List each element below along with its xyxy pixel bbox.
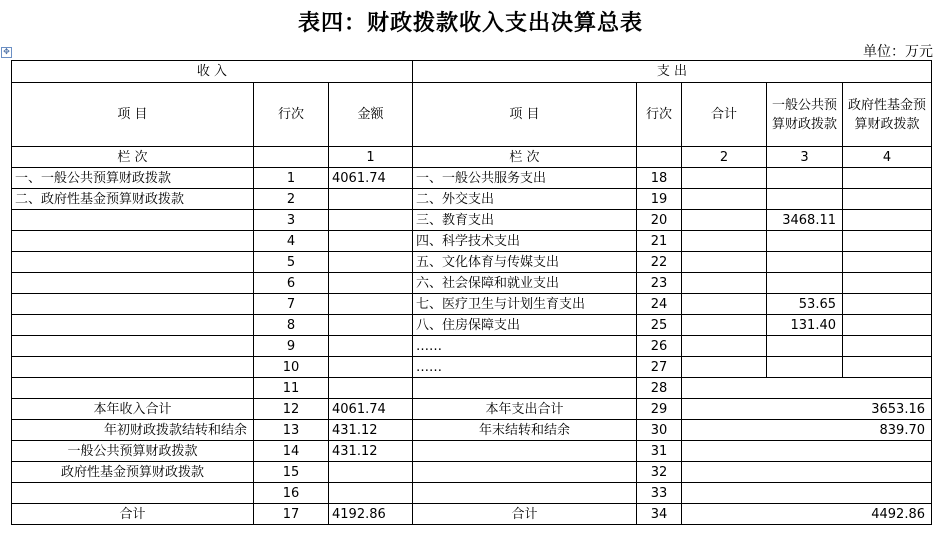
expense-item-cell[interactable]	[413, 441, 637, 462]
general-budget-cell[interactable]	[767, 336, 843, 357]
general-budget-header: 一般公共预算财政拨款	[767, 83, 843, 147]
begin-fund-amount[interactable]	[329, 462, 413, 483]
grand-total-row	[12, 504, 932, 525]
expense-item-cell[interactable]: ……	[413, 336, 637, 357]
general-budget-cell[interactable]	[767, 273, 843, 294]
expense-total-cell[interactable]	[682, 168, 767, 189]
expense-line-no: 31	[637, 441, 682, 462]
income-total-line-no: 12	[254, 399, 329, 420]
expense-item-cell[interactable]	[413, 462, 637, 483]
expense-grand-total-line-no: 34	[637, 504, 682, 525]
general-budget-cell[interactable]	[767, 231, 843, 252]
table-row	[12, 357, 932, 378]
begin-balance-line-no: 13	[254, 420, 329, 441]
income-item-cell[interactable]: 一、一般公共预算财政拨款	[12, 168, 254, 189]
income-amount-cell[interactable]	[329, 315, 413, 336]
income-line-no: 11	[254, 378, 329, 399]
expense-amount-merged-cell[interactable]	[682, 378, 932, 399]
begin-general-line-no: 14	[254, 441, 329, 462]
general-budget-cell[interactable]	[767, 357, 843, 378]
income-total-amount[interactable]: 4061.74	[329, 399, 413, 420]
income-line-no: 7	[254, 294, 329, 315]
carryover-general-row	[12, 441, 932, 462]
income-amount-cell[interactable]	[329, 252, 413, 273]
gov-fund-cell[interactable]	[843, 336, 932, 357]
income-item-cell[interactable]	[12, 336, 254, 357]
general-budget-column-number: 3	[767, 147, 843, 168]
section-header-row	[12, 61, 932, 83]
column-header-row	[12, 83, 932, 147]
expense-total-cell[interactable]	[682, 336, 767, 357]
gov-fund-cell[interactable]	[843, 210, 932, 231]
expense-line-no: 26	[637, 336, 682, 357]
gov-fund-header: 政府性基金预算财政拨款	[843, 83, 932, 147]
expense-total-column-number: 2	[682, 147, 767, 168]
income-total-row	[12, 399, 932, 420]
income-grand-total-label: 合计	[12, 504, 254, 525]
expense-grand-total-amount[interactable]: 4492.86	[682, 504, 932, 525]
end-balance-line-no: 30	[637, 420, 682, 441]
general-budget-cell[interactable]: 53.65	[767, 294, 843, 315]
carryover-row	[12, 420, 932, 441]
income-line-no: 5	[254, 252, 329, 273]
income-item-cell[interactable]	[12, 252, 254, 273]
expense-item-header: 项 目	[413, 83, 637, 147]
income-line-no: 1	[254, 168, 329, 189]
expense-line-no: 18	[637, 168, 682, 189]
table-row	[12, 294, 932, 315]
expense-line-no: 25	[637, 315, 682, 336]
expense-item-cell[interactable]: 四、科学技术支出	[413, 231, 637, 252]
income-grand-total-amount[interactable]: 4192.86	[329, 504, 413, 525]
expense-line-no: 33	[637, 483, 682, 504]
income-amount-cell[interactable]	[329, 294, 413, 315]
expense-total-amount[interactable]: 3653.16	[682, 399, 932, 420]
income-line-no-header: 行次	[254, 83, 329, 147]
unit-label: 单位：万元	[863, 44, 933, 60]
end-balance-label: 年末结转和结余	[413, 420, 637, 441]
expense-amount-merged-cell[interactable]	[682, 483, 932, 504]
expense-total-cell[interactable]	[682, 231, 767, 252]
income-amount-header: 金额	[329, 83, 413, 147]
expense-line-no: 32	[637, 462, 682, 483]
expense-line-no: 28	[637, 378, 682, 399]
income-item-cell[interactable]	[12, 210, 254, 231]
gov-fund-cell[interactable]	[843, 231, 932, 252]
expense-line-no: 24	[637, 294, 682, 315]
income-line-no: 8	[254, 315, 329, 336]
expense-line-no: 22	[637, 252, 682, 273]
income-item-cell[interactable]	[12, 273, 254, 294]
expense-amount-merged-cell[interactable]	[682, 441, 932, 462]
expense-item-cell[interactable]: 一、一般公共服务支出	[413, 168, 637, 189]
gov-fund-cell[interactable]	[843, 273, 932, 294]
income-amount-cell[interactable]	[329, 210, 413, 231]
table-row	[12, 483, 932, 504]
expense-section-header: 支 出	[413, 61, 932, 83]
carryover-fund-row	[12, 462, 932, 483]
income-line-no: 6	[254, 273, 329, 294]
income-item-cell[interactable]	[12, 231, 254, 252]
income-item-cell[interactable]	[12, 315, 254, 336]
expense-grand-total-label: 合计	[413, 504, 637, 525]
income-line-no: 16	[254, 483, 329, 504]
expense-total-cell[interactable]	[682, 273, 767, 294]
income-amount-cell[interactable]	[329, 189, 413, 210]
gov-fund-cell[interactable]	[843, 357, 932, 378]
expense-item-cell[interactable]: ……	[413, 357, 637, 378]
expense-total-cell[interactable]	[682, 189, 767, 210]
income-line-no: 4	[254, 231, 329, 252]
income-item-cell[interactable]	[12, 294, 254, 315]
general-budget-cell[interactable]	[767, 252, 843, 273]
income-item-cell[interactable]	[12, 378, 254, 399]
income-line-no: 9	[254, 336, 329, 357]
expense-line-no: 20	[637, 210, 682, 231]
expense-item-cell[interactable]: 三、教育支出	[413, 210, 637, 231]
general-budget-cell[interactable]: 131.40	[767, 315, 843, 336]
expense-total-cell[interactable]	[682, 210, 767, 231]
expense-item-cell[interactable]	[413, 378, 637, 399]
general-budget-cell[interactable]: 3468.11	[767, 210, 843, 231]
income-line-no: 2	[254, 189, 329, 210]
begin-balance-amount[interactable]: 431.12	[329, 420, 413, 441]
begin-fund-label: 政府性基金预算财政拨款	[12, 462, 254, 483]
expense-total-cell[interactable]	[682, 294, 767, 315]
begin-fund-line-no: 15	[254, 462, 329, 483]
page-title: 表四：财政拨款收入支出决算总表	[297, 11, 643, 36]
expense-item-cell[interactable]: 五、文化体育与传媒支出	[413, 252, 637, 273]
table-move-handle-icon[interactable]: ✥	[1, 47, 12, 58]
table-row	[12, 252, 932, 273]
begin-general-label: 一般公共预算财政拨款	[12, 441, 254, 462]
gov-fund-cell[interactable]	[843, 189, 932, 210]
gov-fund-cell[interactable]	[843, 252, 932, 273]
expense-line-no: 23	[637, 273, 682, 294]
expense-column-empty	[637, 147, 682, 168]
gov-fund-cell[interactable]	[843, 294, 932, 315]
table-row	[12, 378, 932, 399]
end-balance-amount[interactable]: 839.70	[682, 420, 932, 441]
expense-total-header: 合计	[682, 83, 767, 147]
expense-item-cell[interactable]: 六、社会保障和就业支出	[413, 273, 637, 294]
general-budget-cell[interactable]	[767, 189, 843, 210]
income-amount-column-number: 1	[329, 147, 413, 168]
expense-item-cell[interactable]: 八、住房保障支出	[413, 315, 637, 336]
income-line-no: 10	[254, 357, 329, 378]
table-row	[12, 336, 932, 357]
gov-fund-cell[interactable]	[843, 168, 932, 189]
expense-amount-merged-cell[interactable]	[682, 462, 932, 483]
income-amount-cell[interactable]	[329, 336, 413, 357]
expense-column-label: 栏 次	[413, 147, 637, 168]
income-total-label: 本年收入合计	[12, 399, 254, 420]
expense-item-cell[interactable]: 七、医疗卫生与计划生育支出	[413, 294, 637, 315]
table-row	[12, 168, 932, 189]
expense-total-label: 本年支出合计	[413, 399, 637, 420]
income-amount-cell[interactable]	[329, 357, 413, 378]
begin-general-amount[interactable]: 431.12	[329, 441, 413, 462]
begin-balance-label: 年初财政拨款结转和结余	[12, 420, 254, 441]
income-item-cell[interactable]	[12, 483, 254, 504]
expense-item-cell[interactable]	[413, 483, 637, 504]
income-amount-cell[interactable]: 4061.74	[329, 168, 413, 189]
income-line-no: 3	[254, 210, 329, 231]
expense-total-line-no: 29	[637, 399, 682, 420]
general-budget-cell[interactable]	[767, 168, 843, 189]
final-accounts-table	[11, 60, 932, 525]
income-amount-cell[interactable]	[329, 231, 413, 252]
income-item-cell[interactable]	[12, 357, 254, 378]
income-column-empty	[254, 147, 329, 168]
column-number-row	[12, 147, 932, 168]
table-row	[12, 231, 932, 252]
gov-fund-cell[interactable]	[843, 315, 932, 336]
income-amount-cell[interactable]	[329, 483, 413, 504]
income-section-header: 收 入	[12, 61, 413, 83]
expense-total-cell[interactable]	[682, 252, 767, 273]
detail-rows	[12, 168, 932, 378]
expense-line-no: 27	[637, 357, 682, 378]
income-amount-cell[interactable]	[329, 378, 413, 399]
expense-line-no-header: 行次	[637, 83, 682, 147]
table-row	[12, 210, 932, 231]
table-row	[12, 273, 932, 294]
income-grand-total-line-no: 17	[254, 504, 329, 525]
table-row	[12, 315, 932, 336]
expense-item-cell[interactable]: 二、外交支出	[413, 189, 637, 210]
income-item-header: 项 目	[12, 83, 254, 147]
expense-total-cell[interactable]	[682, 357, 767, 378]
expense-line-no: 19	[637, 189, 682, 210]
gov-fund-column-number: 4	[843, 147, 932, 168]
table-row	[12, 189, 932, 210]
expense-line-no: 21	[637, 231, 682, 252]
income-amount-cell[interactable]	[329, 273, 413, 294]
expense-total-cell[interactable]	[682, 315, 767, 336]
income-item-cell[interactable]: 二、政府性基金预算财政拨款	[12, 189, 254, 210]
income-column-label: 栏 次	[12, 147, 254, 168]
